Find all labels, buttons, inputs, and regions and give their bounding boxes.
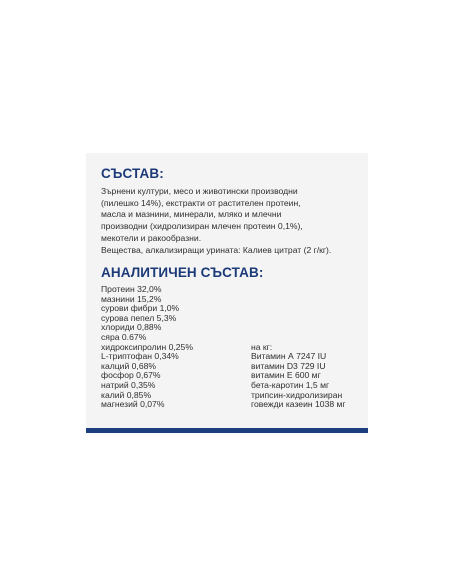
composition-line: Вещества, алкализиращи урината: Калиев цитрат (2 г/кг). [101,244,332,255]
accent-bar [86,428,368,433]
analytical-item: магнезий 0,07% [101,399,165,410]
analytical-left-list [101,285,193,410]
composition-line: мекотели и ракообразни. [101,232,202,243]
composition-line: масла и мазнини, минерали, мляко и млечни [101,209,282,220]
analytical-item: калий 0,85% [101,389,152,400]
analytical-item: на кг: [251,341,273,352]
analytical-item: сурови фибри 1,0% [101,303,180,314]
analytical-item: витамин D3 729 IU [251,360,326,371]
analytical-item: хлориди 0,88% [101,322,162,333]
composition-line: производни (хидролизиран млечен протеин 0,1%), [101,221,303,232]
analytical-item: трипсин-хидролизиран [251,389,343,400]
composition-line: Зърнени култури, месо и животински производни [101,186,298,196]
analytical-item: хидроксипролин 0,25% [101,341,193,352]
analytical-item: Витамин А 7247 IU [251,351,327,362]
analytical-item: Протеин 32,0% [101,284,162,294]
composition-line: (пилешко 14%), екстракти от растителен протеин, [101,197,301,208]
analytical-item: мазнини 15,2% [101,293,162,304]
composition-text [101,186,366,256]
analytical-item: бета-каротин 1,5 мг [251,379,330,390]
analytical-item: сурова пепел 5,3% [101,312,177,323]
analytical-item: фосфор 0,67% [101,370,161,381]
analytical-item: говежди казеин 1038 мг [251,399,346,410]
analytical-right-list [251,343,346,410]
analytical-heading: АНАЛИТИЧЕН СЪСТАВ: [101,265,264,280]
analytical-item: калций 0,68% [101,360,157,371]
analytical-item: витамин Е 600 мг [251,370,321,381]
analytical-item: натрий 0,35% [101,379,156,390]
analytical-item: сяра 0.67% [101,331,147,342]
composition-heading: СЪСТАВ: [101,166,164,181]
analytical-item: L-триптофан 0,34% [101,351,179,362]
